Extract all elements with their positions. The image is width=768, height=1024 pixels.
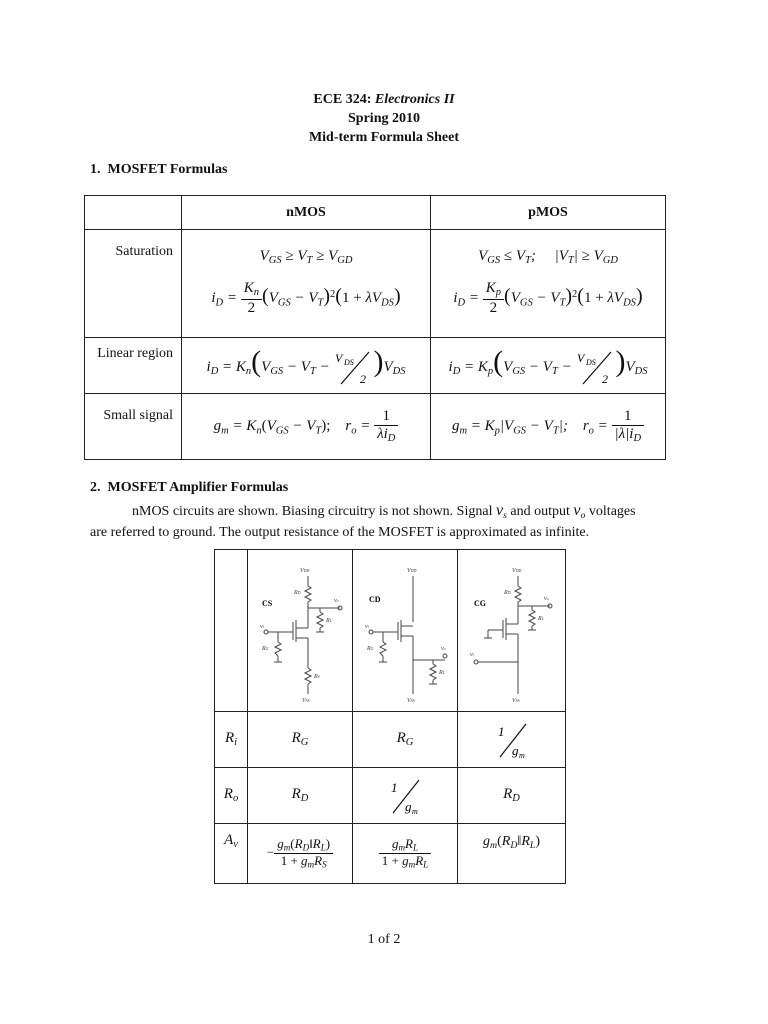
svg-text:2: 2: [602, 372, 609, 387]
cg-label: CG: [474, 599, 486, 608]
svg-text:vo: vo: [544, 596, 549, 602]
cd-circuit: [353, 550, 458, 712]
svg-text:2: 2: [360, 372, 367, 387]
svg-text:RL: RL: [439, 670, 445, 676]
svg-text:g: g: [511, 742, 518, 758]
cs-ro: $R_D$: [248, 768, 353, 824]
svg-text:vi: vi: [260, 624, 264, 630]
svg-text:vi: vi: [365, 624, 369, 630]
svg-text:RS: RS: [314, 674, 320, 680]
svg-text:VDD: VDD: [300, 568, 310, 574]
amplifier-formula-table: [214, 549, 566, 884]
nmos-saturation: $V_{GS} \ge V_T \ge V_{GD}$ $i_D$ = $\frac{K_n}{2}$ $(V_{GS} - V_T)^2(1 + \lambda V_{DS})$: [182, 230, 431, 338]
document-header: [0, 90, 768, 147]
col-header-nmos: nMOS: [182, 196, 431, 230]
svg-text:1: 1: [391, 779, 398, 795]
svg-text:VSS: VSS: [302, 698, 310, 704]
svg-text:RD: RD: [294, 590, 301, 596]
cg-ri: [458, 712, 566, 768]
svg-text:VSS: VSS: [512, 698, 520, 704]
pmos-saturation: $V_{GS} \le V_T$; $|V_T| \ge V_{GD}$ $i_D$ = $\frac{K_p}{2}$ $(V_{GS} - V_T)^2(1 + \lambda V_{DS})$: [431, 230, 666, 338]
row-label-linear: Linear region: [85, 338, 182, 394]
svg-text:RG: RG: [262, 646, 269, 652]
cd-ro: [353, 768, 458, 824]
section2-heading: 2. MOSFET Amplifier Formulas: [90, 480, 289, 495]
cs-circuit-schematic: [248, 550, 352, 706]
cd-ri: $R_G$: [353, 712, 458, 768]
sheet-title: Mid-term Formula Sheet: [308, 130, 460, 145]
section1-heading: 1. MOSFET Formulas: [90, 162, 228, 177]
pmos-small-signal: $g_m = K_p|V_{GS} - V_T|$; $r_o$ = $\frac{1}{|\lambda|i_D}$: [431, 394, 666, 460]
section2-paragraph-line2: are referred to ground. The output resistance of the MOSFET is approximated as infinite.: [90, 525, 590, 540]
cs-label: CS: [262, 599, 273, 608]
cg-circuit: [458, 550, 566, 712]
svg-text:VDD: VDD: [512, 568, 522, 574]
cs-av: − $\frac{g_m(R_D‖R_L)}{1 + g_mR_S}$: [248, 824, 353, 884]
cg-ro: $R_D$: [458, 768, 566, 824]
svg-text:VSS: VSS: [407, 698, 415, 704]
row-label-small-signal: Small signal: [85, 394, 182, 460]
svg-text:RG: RG: [367, 646, 374, 652]
svg-text:VDD: VDD: [407, 568, 417, 574]
row-label-saturation: Saturation: [85, 230, 182, 338]
section2-paragraph-line1: nMOS circuits are shown. Biasing circuitry is not shown. Signal $v_s$ and output $v_o$ voltages: [132, 502, 636, 521]
svg-text:RL: RL: [538, 616, 544, 622]
svg-text:1: 1: [497, 723, 504, 739]
pmos-linear: $i_D = K_p(V_{GS} - V_T$ − V DS 2 )$V_{DS}$: [431, 338, 666, 394]
course-title: ECE 324: Electronics II: [313, 92, 455, 107]
cg-av: $g_m(R_D‖R_L)$: [458, 824, 566, 884]
cd-av: $\frac{g_mR_L}{1 + g_mR_L}$: [353, 824, 458, 884]
svg-text:RL: RL: [326, 618, 332, 624]
nmos-linear: $i_D = K_n(V_{GS} - V_T$ − V DS 2 )$V_{DS}$: [182, 338, 431, 394]
svg-text:m: m: [518, 750, 525, 759]
term: Spring 2010: [348, 111, 420, 126]
svg-text:RD: RD: [504, 590, 511, 596]
col-header-pmos: pMOS: [431, 196, 666, 230]
svg-text:g: g: [405, 798, 412, 814]
cs-ri: $R_G$: [248, 712, 353, 768]
row-label-av: $A_v$: [215, 824, 248, 884]
cg-circuit-schematic: [458, 550, 562, 706]
nmos-small-signal: $g_m = K_n(V_{GS} - V_T)$; $r_o$ = $\frac{1}{\lambda i_D}$: [182, 394, 431, 460]
cs-circuit: [248, 550, 353, 712]
svg-text:DS: DS: [344, 358, 355, 368]
page-number: 1 of 2: [367, 932, 401, 947]
svg-text:DS: DS: [586, 358, 597, 368]
svg-text:m: m: [412, 806, 418, 815]
svg-text:vo: vo: [334, 598, 339, 604]
svg-text:V: V: [335, 351, 343, 366]
svg-text:vo: vo: [441, 646, 446, 652]
svg-text:V: V: [577, 351, 585, 366]
row-label-ri: $R_i$: [215, 712, 248, 768]
row-label-ro: $R_o$: [215, 768, 248, 824]
svg-text:vi: vi: [470, 652, 474, 658]
cd-label: CD: [369, 595, 381, 604]
mosfet-formula-table: [84, 195, 666, 460]
cd-circuit-schematic: [353, 550, 457, 706]
